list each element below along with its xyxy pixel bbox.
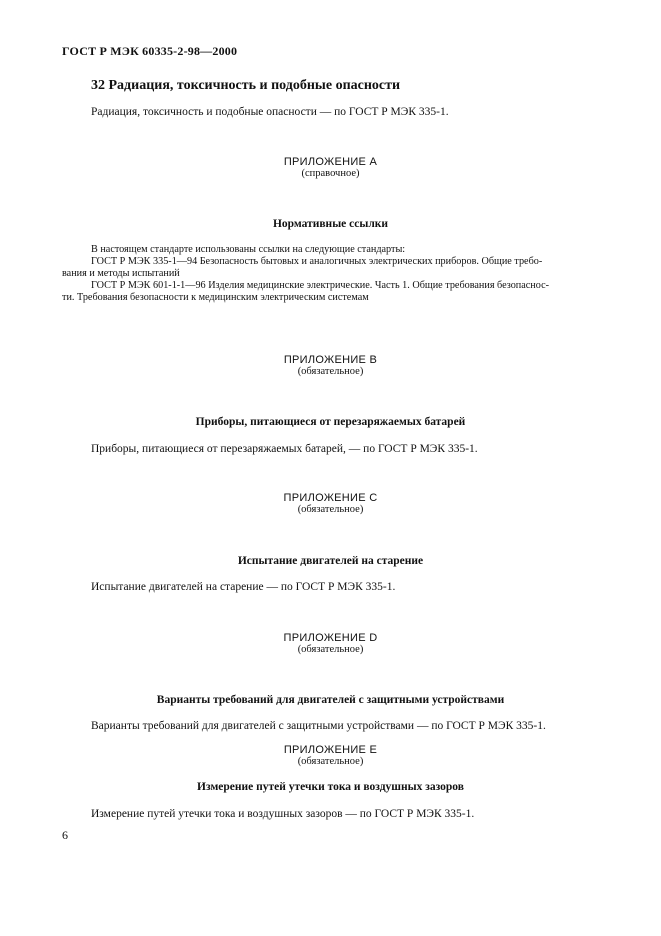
annex-d-title: Варианты требований для двигателей с защитными устройствами — [156, 694, 505, 706]
annex-b-type: (обязательное) — [297, 366, 364, 377]
annex-b-label: ПРИЛОЖЕНИЕ В — [283, 354, 378, 366]
annex-a-title: Нормативные ссылки — [272, 218, 389, 230]
annex-e-type: (обязательное) — [297, 756, 364, 767]
annex-e-label: ПРИЛОЖЕНИЕ Е — [283, 744, 378, 756]
annex-a-ref2-line2: ти. Требования безопасности к медицинским электрическим системам — [62, 292, 369, 303]
annex-a-label: ПРИЛОЖЕНИЕ А — [283, 156, 378, 168]
section-32-title: 32 Радиация, токсичность и подобные опасности — [91, 78, 401, 93]
annex-a-type: (справочное) — [301, 168, 360, 179]
annex-c-text: Испытание двигателей на старение — по ГОСТ Р МЭК 335-1. — [91, 581, 396, 593]
annex-a-ref1-line1: ГОСТ Р МЭК 335-1—94 Безопасность бытовых и аналогичных электрических приборов. Общие требо- — [91, 256, 543, 267]
annex-c-type: (обязательное) — [297, 504, 364, 515]
annex-d-text: Варианты требований для двигателей с защитными устройствами — по ГОСТ Р МЭК 335-1. — [91, 720, 546, 732]
annex-c-label: ПРИЛОЖЕНИЕ С — [283, 492, 378, 504]
document-code-header: ГОСТ Р МЭК 60335-2-98—2000 — [62, 44, 238, 58]
annex-c-title: Испытание двигателей на старение — [237, 555, 424, 567]
annex-d-label: ПРИЛОЖЕНИЕ D — [283, 632, 378, 644]
annex-e-title: Измерение путей утечки тока и воздушных зазоров — [197, 781, 464, 793]
annex-a-ref1-line2: вания и методы испытаний — [62, 268, 180, 279]
annex-e-text: Измерение путей утечки тока и воздушных зазоров — по ГОСТ Р МЭК 335-1. — [91, 808, 475, 820]
annex-b-title: Приборы, питающиеся от перезаряжаемых батарей — [195, 416, 466, 428]
annex-a-ref2-line1: ГОСТ Р МЭК 601-1-1—96 Изделия медицинские электрические. Часть 1. Общие требования безопаснос- — [91, 280, 550, 291]
annex-b-text: Приборы, питающиеся от перезаряжаемых батарей, — по ГОСТ Р МЭК 335-1. — [91, 443, 478, 455]
annex-d-type: (обязательное) — [297, 644, 364, 655]
section-32-text: Радиация, токсичность и подобные опасности — по ГОСТ Р МЭК 335-1. — [91, 106, 449, 118]
annex-a-intro: В настоящем стандарте использованы ссылки на следующие стандарты: — [91, 244, 406, 255]
page-number: 6 — [62, 828, 68, 842]
